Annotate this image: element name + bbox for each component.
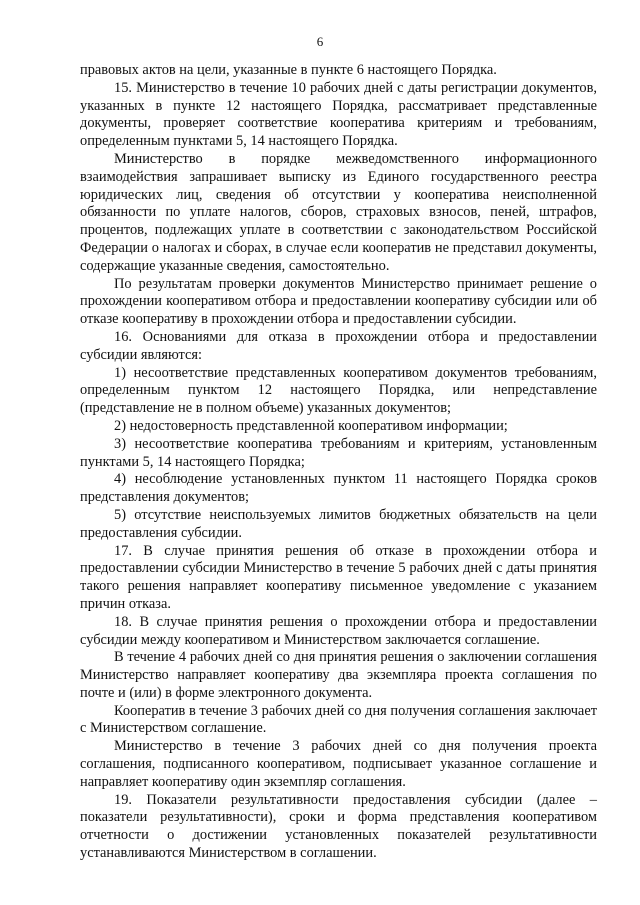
- paragraph-agreement-dispatch: В течение 4 рабочих дней со дня принятия решения о заключении соглашения Министерство направляет кооперативу два экземпляра проекта соглашения по почте и (или) в форме электронного документа.: [80, 649, 597, 701]
- paragraph-decision: По результатам проверки документов Министерство принимает решение о прохождении кооперативом отбора и предоставлении кооперативу субсидии или об отказе кооперативу в прохождении отбора и предоставлении субсидии.: [80, 275, 597, 328]
- paragraph-continuation: правовых актов на цели, указанные в пункте 6 настоящего Порядка.: [80, 62, 497, 78]
- paragraph-18: 18. В случае принятия решения о прохождении отбора и предоставлении субсидии между кооперативом и Министерством заключается соглашение.: [80, 613, 597, 648]
- page-number: 6: [316, 34, 324, 49]
- paragraph-19: 19. Показатели результативности предоставления субсидии (далее – показатели результативности), сроки и форма представления кооперативом отчетности о достижении установленных показателей результативности устанавливаются Министерством в соглашении.: [80, 791, 597, 862]
- paragraph-16: 16. Основаниями для отказа в прохождении отбора и предоставлении субсидии являются:: [80, 328, 597, 363]
- paragraph-interagency-request: Министерство в порядке межведомственного информационного взаимодействия запрашивает выписку из Единого государственного реестра юридических лиц, сведения об отсутствии у кооператива неисполненной обязанности по уплате налогов, сборов, страховых взносов, пеней, штрафов, процентов, подлежащих уплате в соответствии с законодательством Российской Федерации о налогах и сборах, в случае если кооператив не представил документы, содержащие указанные сведения, самостоятельно.: [80, 150, 597, 274]
- list-item-1: 1) несоответствие представленных кооперативом документов требованиям, определенным пунктом 12 настоящего Порядка, или непредставление (представление не в полном объеме) указанных документов;: [80, 364, 597, 417]
- paragraph-15: 15. Министерство в течение 10 рабочих дней с даты регистрации документов, указанных в пункте 12 настоящего Порядка, рассматривает представленные документы, проверяет соответствие кооператива критериям и требованиям, определенным пунктами 5, 14 настоящего Порядка.: [80, 79, 597, 150]
- paragraph-cooperative-signing: Кооператив в течение 3 рабочих дней со дня получения соглашения заключает с Министерством соглашение.: [80, 702, 597, 737]
- paragraph-ministry-signing: Министерство в течение 3 рабочих дней со дня получения проекта соглашения, подписанного кооперативом, подписывает указанное соглашение и направляет кооперативу один экземпляр соглашения.: [80, 738, 597, 790]
- paragraph-17: 17. В случае принятия решения об отказе в прохождении отбора и предоставлении субсидии Министерство в течение 5 рабочих дней с даты принятия такого решения направляет кооперативу письменное уведомление с указанием причин отказа.: [80, 542, 597, 612]
- list-item-5: 5) отсутствие неиспользуемых лимитов бюджетных обязательств на цели предоставления субсидии.: [80, 506, 597, 541]
- document-body: [80, 62, 597, 863]
- list-item-4: 4) несоблюдение установленных пунктом 11 настоящего Порядка сроков представления документов;: [80, 471, 597, 506]
- list-item-2: 2) недостоверность представленной кооперативом информации;: [114, 417, 508, 434]
- list-item-3: 3) несоответствие кооператива требованиям и критериям, установленным пунктами 5, 14 настоящего Порядка;: [80, 435, 597, 470]
